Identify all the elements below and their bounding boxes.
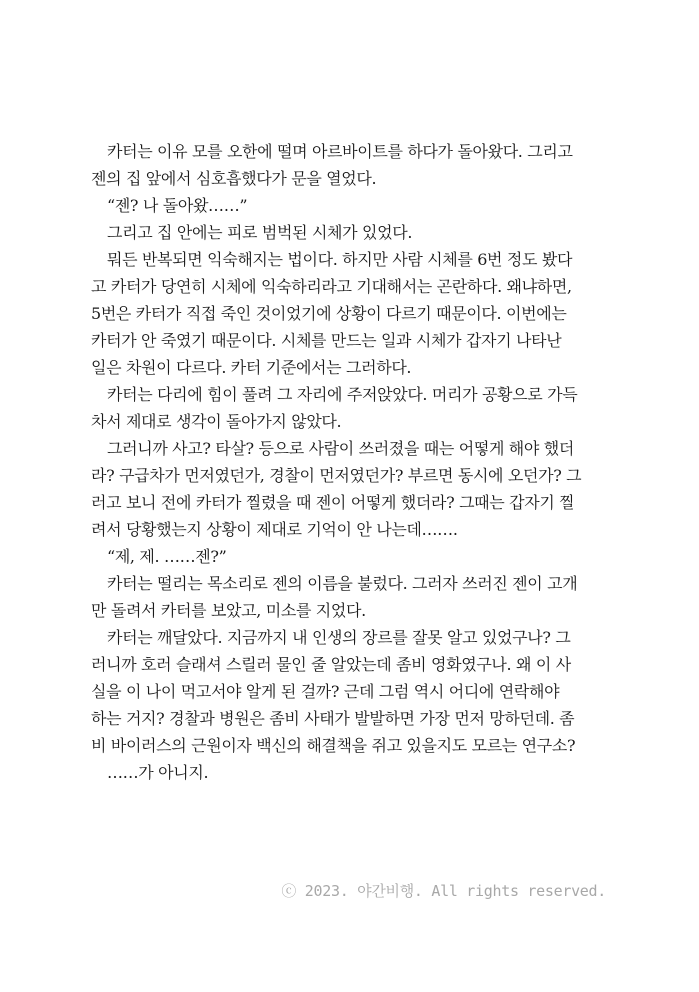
text-line: 카터가 안 죽였기 때문이다. 시체를 만드는 일과 시체가 갑자기 나타난 [91,331,562,350]
text-line: “젠? 나 돌아왔……” [107,196,248,215]
text-line: 5번은 카터가 직접 죽인 것이었기에 상황이 다르기 때문이다. 이번에는 [91,304,567,323]
text-line: 만 돌려서 카터를 보았고, 미소를 지었다. [91,601,366,620]
text-line: 차서 제대로 생각이 돌아가지 않았다. [91,412,342,431]
body-text [91,138,607,786]
text-line: 고 카터가 당연히 시체에 익숙하리라고 기대해서는 곤란하다. 왜냐하면, [91,277,572,296]
text-line: 카터는 다리에 힘이 풀려 그 자리에 주저앉았다. 머리가 공황으로 가득 [107,385,578,404]
text-line: 라? 구급차가 먼저였던가, 경찰이 먼저였던가? 부르면 동시에 오던가? 그 [91,466,582,485]
text-line: 카터는 깨달았다. 지금까지 내 인생의 장르를 잘못 알고 있었구나? 그 [107,628,571,647]
text-line: 려서 당황했는지 상황이 제대로 기억이 안 나는데……. [91,520,458,539]
text-line: 러고 보니 전에 카터가 찔렸을 때 젠이 어떻게 했더라? 그때는 갑자기 찔 [91,493,575,512]
text-line: “제, 제. ……젠?” [107,547,227,566]
text-line: 뭐든 반복되면 익숙해지는 법이다. 하지만 사람 시체를 6번 정도 봤다 [107,250,573,269]
text-line: 일은 차원이 다르다. 카터 기준에서는 그러하다. [91,358,412,377]
text-line: 러니까 호러 슬래셔 스릴러 물인 줄 알았는데 좀비 영화였구나. 왜 이 사 [91,655,571,674]
text-line: 그리고 집 안에는 피로 범벅된 시체가 있었다. [107,223,413,242]
text-line: 카터는 떨리는 목소리로 젠의 이름을 불렀다. 그러자 쓰러진 젠이 고개 [107,574,578,593]
text-line: 젠의 집 앞에서 심호흡했다가 문을 열었다. [91,169,377,188]
text-line: 카터는 이유 모를 오한에 떨며 아르바이트를 하다가 돌아왔다. 그리고 [107,142,573,161]
copyright-notice: ⓒ 2023. 야간비행. All rights reserved. [281,882,606,900]
text-line: ……가 아니지. [107,763,209,782]
page-body [91,138,607,786]
text-line: 그러니까 사고? 타살? 등으로 사람이 쓰러졌을 때는 어떻게 해야 했더 [107,439,574,458]
text-line: 실을 이 나이 먹고서야 알게 된 걸까? 근데 그럼 역시 어디에 연락해야 [91,682,560,701]
text-line: 비 바이러스의 근원이자 백신의 해결책을 쥐고 있을지도 모르는 연구소? [91,736,576,755]
text-line: 하는 거지? 경찰과 병원은 좀비 사태가 발발하면 가장 먼저 망하던데. 좀 [91,709,575,728]
